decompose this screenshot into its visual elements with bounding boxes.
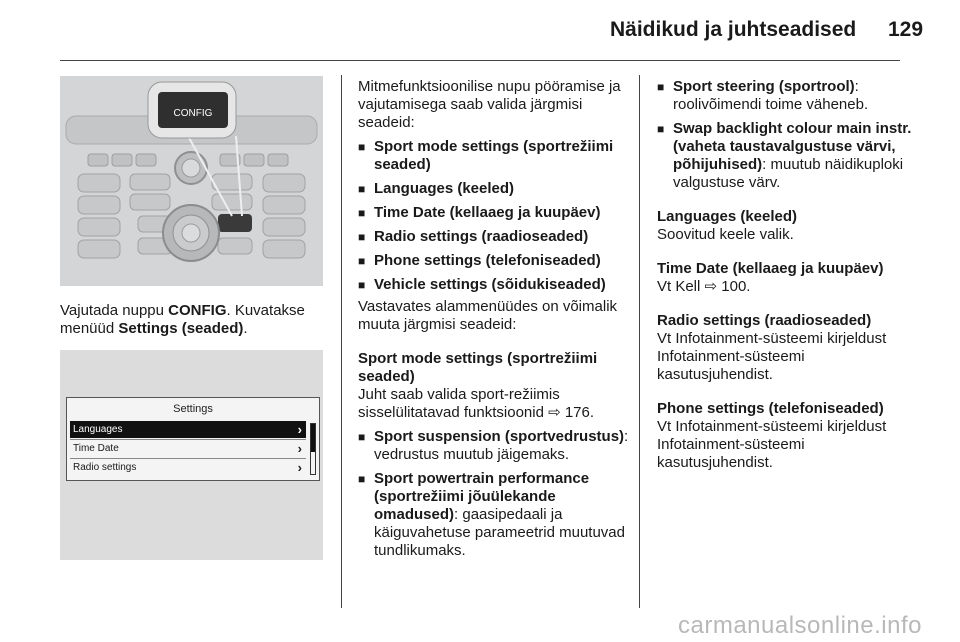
page-header-title: Näidikud ja juhtseadised bbox=[610, 18, 857, 41]
menu-item-label: Time Date bbox=[73, 443, 119, 454]
chevron-right-icon: › bbox=[297, 422, 302, 437]
chevron-right-icon: › bbox=[297, 460, 302, 475]
section-heading: Radio settings (raadioseaded) bbox=[657, 312, 872, 329]
column-divider-1 bbox=[341, 75, 342, 608]
sport-mode-heading: Sport mode settings (sportrežiimi seaded) bbox=[358, 350, 598, 385]
menu-item-time-date bbox=[70, 440, 306, 457]
bullet-item: ■ Phone settings (telefoniseaded) bbox=[358, 252, 630, 270]
section-text: Vt Kell ⇨ 100. bbox=[657, 278, 751, 295]
menu-item-label: Languages bbox=[73, 424, 123, 435]
scrollbar-thumb bbox=[311, 424, 315, 452]
section-text: Soovitud keele valik. bbox=[657, 226, 794, 243]
settings-screen bbox=[66, 397, 320, 481]
bullet-item: ■ Languages (keeled) bbox=[358, 180, 630, 198]
section-heading: Time Date (kellaaeg ja kuupäev) bbox=[657, 260, 884, 277]
caption-bold-settings: Settings (seaded) bbox=[118, 320, 244, 337]
scrollbar bbox=[310, 423, 316, 475]
bullet-item: ■ Radio settings (raadioseaded) bbox=[358, 228, 630, 246]
caption-config bbox=[60, 302, 330, 338]
caption-text-1: Vajutada nuppu bbox=[60, 302, 169, 319]
section-heading: Languages (keeled) bbox=[657, 208, 798, 225]
bullet-item: ■ Swap backlight colour main instr. (vaheta taustavalgustuse värvi, põhijuhised): muutub näidikuploki valgustuse värv. bbox=[657, 120, 919, 192]
menu-item-radio-settings bbox=[70, 459, 306, 476]
chevron-right-icon: › bbox=[297, 441, 302, 456]
header-divider bbox=[60, 60, 900, 61]
column-2 bbox=[358, 78, 630, 560]
settings-bullet-list bbox=[358, 138, 630, 294]
caption-text-2: . Kuvatakse menüüd bbox=[60, 302, 305, 337]
control-panel-illustration bbox=[60, 76, 323, 286]
bullet-item: ■ Time Date (kellaaeg ja kuupäev) bbox=[358, 204, 630, 222]
caption-text-3: . bbox=[243, 320, 248, 337]
watermark: carmanualsonline.info bbox=[678, 612, 922, 639]
section-text: Vt Infotainment-süsteemi kirjeldust Infotainment-süsteemi kasutusjuhendist. bbox=[657, 330, 887, 383]
settings-screen-illustration bbox=[60, 350, 323, 560]
page-number: 129 bbox=[888, 18, 924, 41]
bullet-item: ■ Sport mode settings (sportrežiimi seaded) bbox=[358, 138, 630, 174]
sport-mode-text: Juht saab valida sport-režiimis sisselülitatavad funktsioonid ⇨ 176. bbox=[358, 386, 595, 421]
bullet-item: ■ Vehicle settings (sõidukiseaded) bbox=[358, 276, 630, 294]
control-panel-drawing bbox=[60, 76, 323, 286]
config-button-label: CONFIG bbox=[173, 108, 213, 119]
section-heading: Phone settings (telefoniseaded) bbox=[657, 400, 884, 417]
menu-item-languages bbox=[70, 421, 306, 438]
settings-screen-title: Settings bbox=[173, 403, 213, 415]
section-text: Vt Infotainment-süsteemi kirjeldust Infotainment-süsteemi kasutusjuhendist. bbox=[657, 418, 887, 471]
bullet-item: ■ Sport steering (sportrool): roolivõimendi toime väheneb. bbox=[657, 78, 919, 114]
intro-text: Mitmefunktsioonilise nupu pööramise ja vajutamisega saab valida järgmisi seadeid: bbox=[358, 78, 621, 131]
menu-item-label: Radio settings bbox=[73, 462, 137, 473]
caption-bold-config: CONFIG bbox=[168, 302, 227, 319]
submenu-text: Vastavates alammenüüdes on võimalik muuta järgmisi seadeid: bbox=[358, 298, 618, 333]
bullet-item: ■ Sport powertrain performance (sportrežiimi jõuülekande omadused): gaasipedaali ja käiguvahetuse parameetrid muutuvad tundlikumaks. bbox=[358, 470, 630, 560]
column-3 bbox=[657, 78, 919, 472]
bullet-item: ■ Sport suspension (sportvedrustus): vedrustus muutub jäigemaks. bbox=[358, 428, 630, 464]
column-divider-2 bbox=[639, 75, 640, 608]
